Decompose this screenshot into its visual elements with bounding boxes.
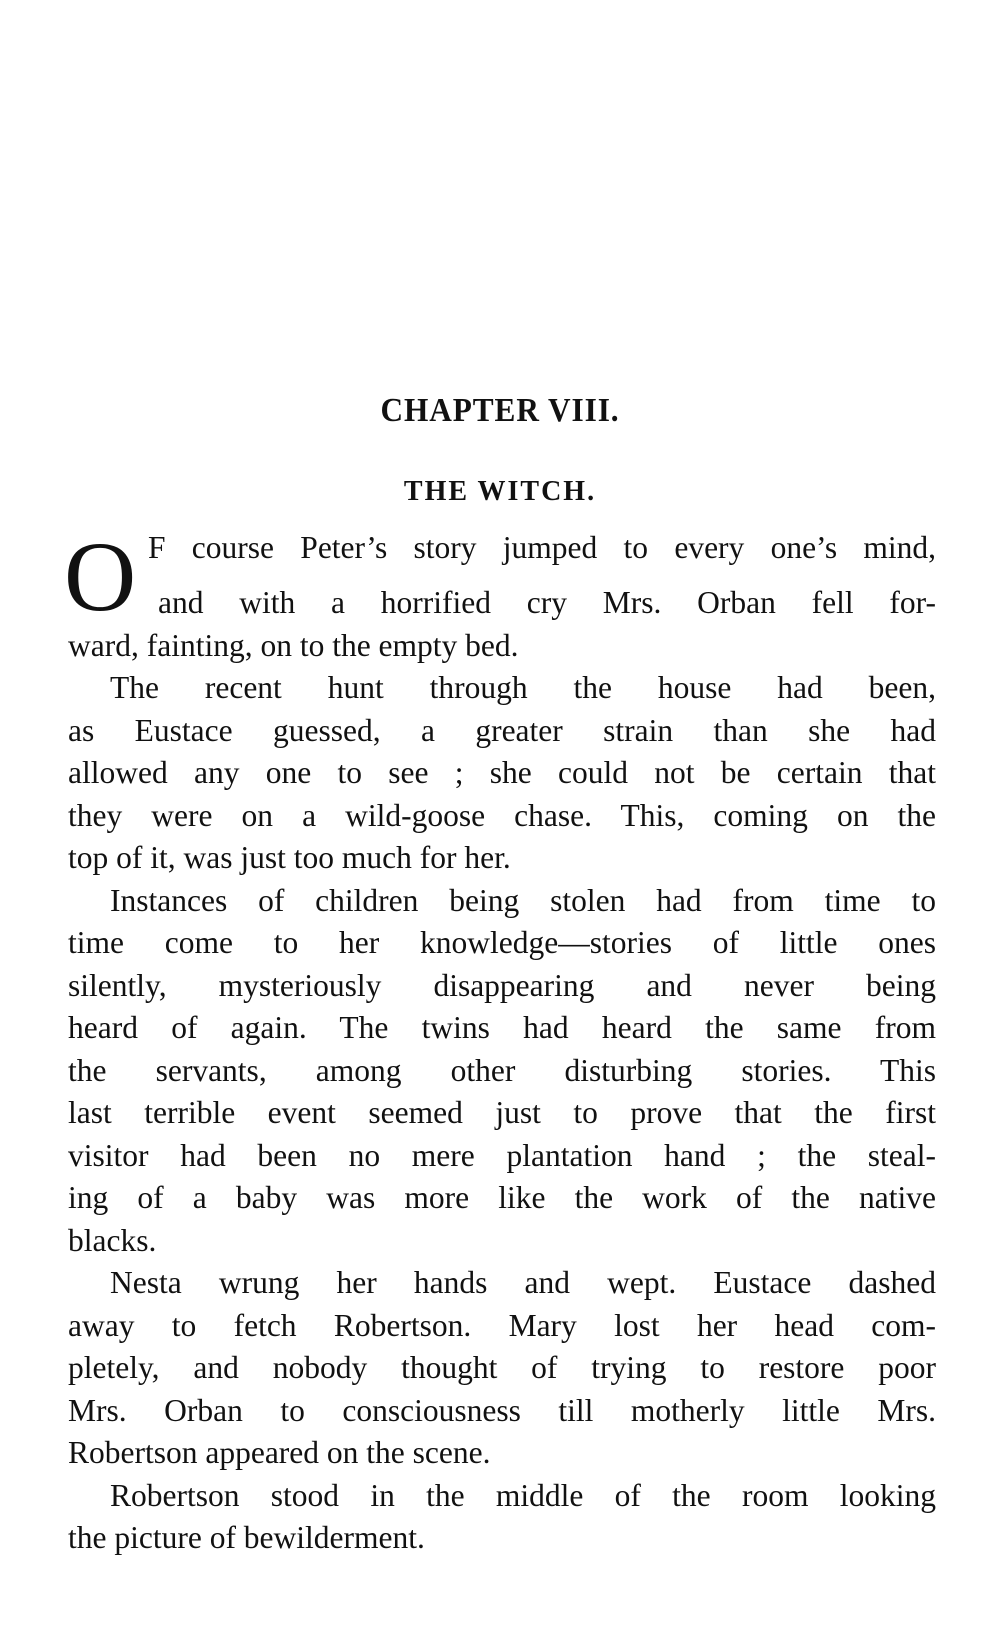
text-line: away to fetch Robertson. Mary lost her head com- (68, 1307, 936, 1343)
text-line: they were on a wild-goose chase. This, coming on the (68, 797, 936, 833)
text-line: top of it, was just too much for her. (68, 840, 511, 875)
text-line: Nesta wrung her hands and wept. Eustace dashed (110, 1265, 936, 1300)
text-line: the servants, among other disturbing stories. This (68, 1052, 936, 1088)
text-line: last terrible event seemed just to prove that the first (68, 1095, 936, 1130)
body-text (68, 582, 936, 1560)
text-line: ward, fainting, on to the empty bed. (68, 627, 519, 663)
text-line: as Eustace guessed, a greater strain than she had (68, 712, 936, 748)
text-line: and with a horrified cry Mrs. Orban fell for- (158, 585, 936, 620)
chapter-title: CHAPTER VIII. (380, 392, 620, 429)
text-line: pletely, and nobody thought of trying to restore poor (68, 1350, 936, 1385)
text-line: heard of again. The twins had heard the same from (68, 1010, 936, 1045)
first-line: F course Peter’s story jumped to every one’s mind, (148, 530, 936, 565)
text-line: Robertson appeared on the scene. (68, 1435, 491, 1470)
text-line: ing of a baby was more like the work of the native (68, 1180, 936, 1215)
text-line: time come to her knowledge—stories of little ones (68, 925, 936, 960)
text-line: allowed any one to see ; she could not be certain that (68, 755, 936, 790)
text-line: Mrs. Orban to consciousness till motherly little Mrs. (68, 1392, 936, 1428)
drop-cap-letter: O (64, 521, 137, 632)
chapter-subtitle: THE WITCH. (403, 476, 597, 507)
text-line: blacks. (68, 1222, 157, 1258)
text-line: silently, mysteriously disappearing and never being (68, 967, 936, 1003)
text-line: The recent hunt through the house had been, (110, 670, 936, 705)
text-line: visitor had been no mere plantation hand ; the steal- (68, 1137, 936, 1173)
text-line: Instances of children being stolen had from time to (110, 882, 936, 918)
text-line: Robertson stood in the middle of the room looking (110, 1477, 936, 1513)
text-line: the picture of bewilderment. (68, 1520, 425, 1555)
